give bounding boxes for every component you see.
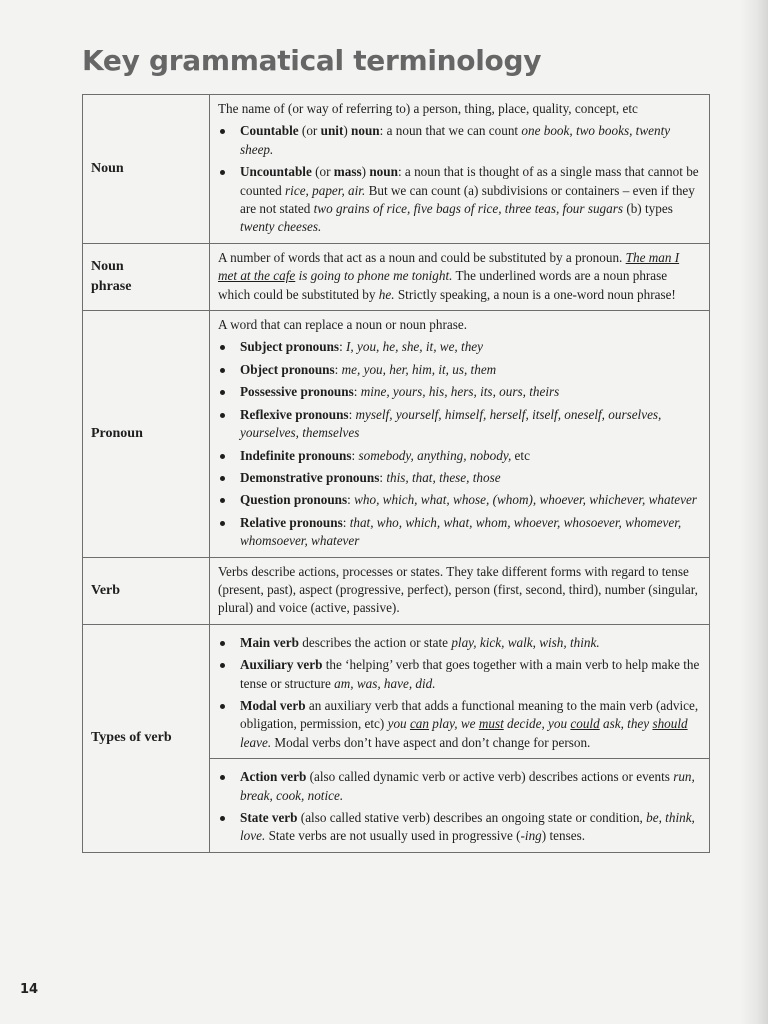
list-item: Question pronouns: who, which, what, whose, (whom), whoever, whichever, whatever [218,491,700,509]
term-label: Object pronouns [240,361,335,377]
term-label: Modal verb [240,697,306,713]
list-item [218,697,700,752]
examples: that, who, which, what, whom, whoever, whosoever, whomever, whomsoever, whatever [240,514,682,549]
examples: be, think, love. [240,810,695,844]
pronoun-list [218,338,700,550]
page-edge-shadow [740,0,768,1024]
definition-noun [210,95,710,244]
examples: play, kick, walk, wish, think. [451,634,600,650]
verb-text: Verbs describe actions, processes or states. They take different forms with regard to tense (present, past), aspect (progressive, perfect), person (first, second, third), number (singular, plural) and voice (active, passive). [218,563,698,616]
text: (or [298,123,321,139]
text: But we can count (a) subdivisions or containers – even if they are not stated [240,182,695,217]
examples: myself, yourself, himself, herself, itself, oneself, ourselves, yourselves, themselves [240,406,662,441]
definition-noun-phrase [210,243,710,310]
examples: somebody, anything, nobody, [358,447,512,463]
underlined-modal: should [652,716,688,732]
text: State verbs are not usually used in progressive ( [265,828,521,844]
noun-intro: The name of (or way of referring to) a person, thing, place, quality, concept, etc [218,101,638,116]
term-noun-phrase [83,243,210,310]
text: etc [511,447,530,463]
term-pronoun: Pronoun [83,311,210,557]
noun-phrase-text [218,249,700,304]
list-item: Indefinite pronouns: somebody, anything, nobody, etc [218,447,700,465]
term-label: Auxiliary verb [240,657,323,673]
text: ask, they [599,716,653,732]
term-line: phrase [91,278,132,294]
examples: I, you, he, she, it, we, they [346,339,483,355]
term-label: noun [351,123,380,139]
examples: -ing [520,828,542,844]
terminology-table [82,94,710,853]
definition-pronoun [210,311,710,557]
text: : a noun that we can count [379,123,522,139]
text: (also called dynamic verb or active verb) describes actions or events [306,769,674,785]
text: (or [311,164,334,180]
examples: who, which, what, whose, (whom), whoever, whichever, whatever [354,492,697,508]
underlined-example: The man I met at the cafe [218,249,680,284]
text: Modal verbs don’t have aspect and don’t change for person. [271,734,591,750]
text: A number of words that act as a noun and could be substituted by a pronoun. [218,249,626,265]
underlined-modal: could [570,716,600,732]
text: ) [361,164,370,180]
pronoun-intro: A word that can replace a noun or noun phrase. [218,317,468,333]
term-label: Indefinite pronouns [240,447,352,463]
text: (also called stative verb) describes an ongoing state or condition, [297,810,647,825]
table-row [83,95,710,244]
page-number: 14 [20,982,39,997]
definition-types-of-verb-b [210,759,710,853]
term-label: Subject pronouns [240,339,340,355]
list-item: Subject pronouns: I, you, he, she, it, we, they [218,338,700,356]
definition-types-of-verb-a [210,624,710,758]
examples: one book, two books, twenty sheep. [240,123,671,157]
verb-types-list-2 [218,768,700,846]
text: leave. [240,734,272,750]
list-item: Relative pronouns: that, who, which, what, whom, whoever, whosoever, whomever, whomsoever, whatever [218,514,700,551]
term-label: Action verb [240,769,307,785]
term-label: Countable [240,123,299,139]
underlined-modal: must [478,716,504,732]
page-title: Key grammatical terminology [82,44,542,77]
text: (b) types [623,201,673,217]
text: Strictly speaking, a noun is a one-word noun phrase! [394,286,676,302]
definition-verb [210,557,710,624]
term-label: Uncountable [240,164,312,180]
term-verb: Verb [83,557,210,624]
table-row [83,243,710,310]
noun-list [218,122,700,236]
examples: twenty cheeses. [240,219,322,235]
examples: two grains of rice, five bags of rice, three teas, four sugars [313,201,624,217]
table-row [83,311,710,557]
verb-types-list [218,634,700,752]
term-types-of-verb: Types of verb [83,624,210,852]
examples: this, that, these, those [386,469,501,485]
examples: am, was, have, did. [334,675,436,691]
list-item [218,809,700,846]
term-label: Possessive pronouns [240,384,354,400]
term-label: Relative pronouns [240,514,343,530]
text: play, we [429,716,479,732]
list-item [218,122,700,159]
table-row [83,624,710,758]
table-row [83,557,710,624]
examples: mine, yours, his, hers, its, ours, theirs [360,384,560,400]
examples: he. [378,286,395,302]
list-item: Possessive pronouns: mine, yours, his, hers, its, ours, theirs [218,383,700,401]
term-line: Noun [91,258,124,274]
text: the ‘helping’ verb that goes together with a main verb to help make the tense or structure [240,657,700,691]
examples: rice, paper, air. [285,182,366,198]
text: ) [343,123,352,139]
term-noun: Noun [83,95,210,244]
examples: me, you, her, him, it, us, them [341,361,497,377]
list-item: Demonstrative pronouns: this, that, these, those [218,469,700,487]
text: you [387,716,410,732]
list-item: Object pronouns: me, you, her, him, it, us, them [218,361,700,379]
term-label: Question pronouns [240,492,348,508]
term-label: unit [320,123,344,139]
text: describes the action or state [298,634,452,650]
term-label: Reflexive pronouns [240,406,349,422]
term-label: Main verb [240,634,299,650]
list-item: Reflexive pronouns: myself, yourself, himself, herself, itself, oneself, ourselves, yourselves, themselves [218,406,700,443]
list-item [218,163,700,237]
text: The underlined words are a noun phrase which could be substituted by [218,268,668,302]
list-item [218,768,700,805]
list-item [218,634,700,652]
term-label: State verb [240,810,298,825]
underlined-modal: can [409,716,429,732]
text: : a noun that is thought of as a single mass that cannot be counted [240,164,699,198]
text: ) tenses. [541,828,585,844]
term-label: mass [333,164,362,180]
examples: is going to phone me tonight. [295,268,453,284]
list-item [218,656,700,693]
text: an auxiliary verb that adds a functional meaning to the main verb (advice, obligation, permission, etc) [240,697,699,732]
term-label: Demonstrative pronouns [240,469,380,485]
text: decide, you [503,716,571,732]
term-label: noun [369,164,398,180]
examples: run, break, cook, notice. [240,769,695,803]
